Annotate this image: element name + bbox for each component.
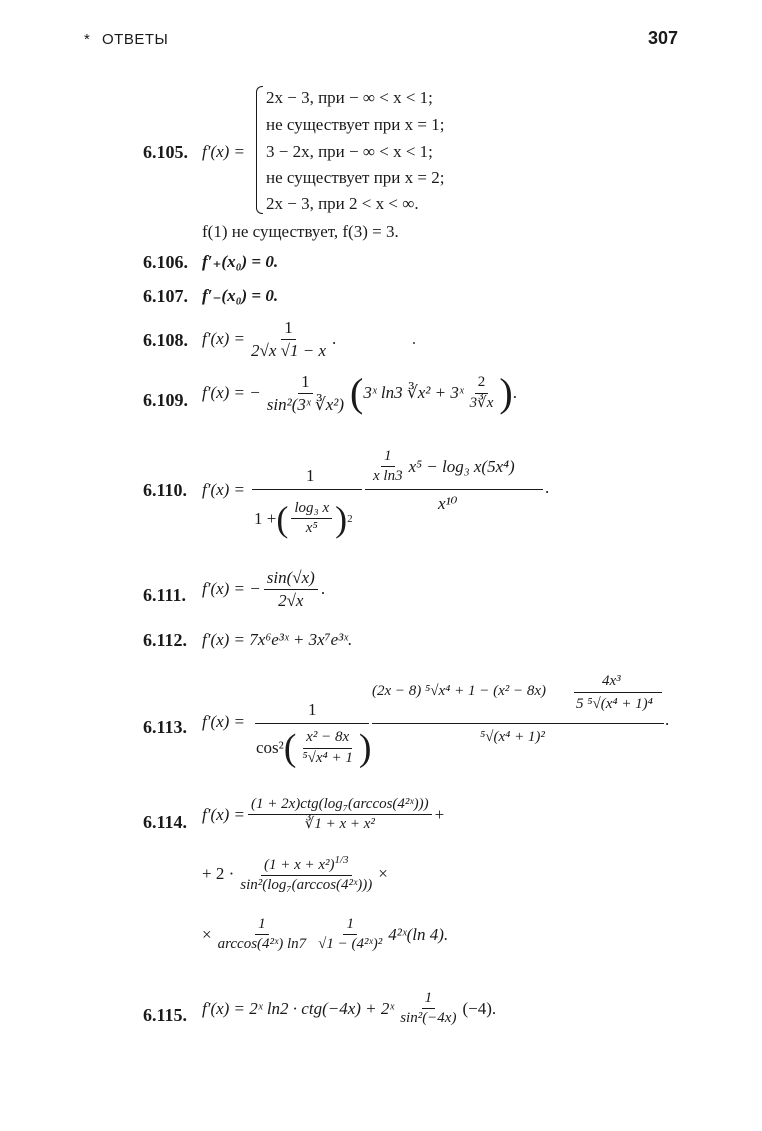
answer-number: 6.111. [143,585,187,605]
numerator: 1 [308,700,317,719]
plus-sign: + [434,804,445,824]
running-title: ОТВЕТЫ [102,31,169,48]
fraction [237,854,375,895]
numerator: $\frac{1}{\text{x ln3}}$ x⁵ − log₃ x(5x⁴) [367,448,515,486]
answer-lhs: f′(x) = 2ˣ ln2 · ctg(−4x) + 2ˣ [202,998,395,1018]
numerator-frac-den: 5 ⁵√(x⁴ + 1)⁴ [576,696,653,712]
fraction: $\frac{\text{log₃ x}}{\text{x⁵}}$ [291,500,332,538]
numerator-frac-num: 4x³ [602,673,621,689]
numerator: 1 [306,466,315,485]
answer-lhs: f′(x) = [202,712,246,731]
answer-number: 6.115. [143,1005,188,1025]
term-head: + 2 · [202,864,235,884]
numerator: (1 + 2x)ctg(log₇(arccos(4²ˣ))) [248,796,432,815]
denominator: x¹⁰ [438,494,458,513]
speck [413,342,415,344]
answer-lhs: f′(x) = [202,329,246,349]
denominator: cos² ( $\frac{\text{x² − 8x}}{\text{⁵√x⁴ + 1}}$ ) [256,727,372,769]
left-paren: ( [350,370,364,416]
fraction-bar [252,489,362,490]
term-tail: 4²ˣ(ln 4). [388,924,449,944]
period: . [665,710,670,729]
answer-lhs: f′(x) = [202,480,246,499]
case-line: 2x − 3, при − ∞ < x < 1; [266,88,433,107]
denominator: ⁵√(x⁴ + 1)² [480,729,545,745]
times-sign: × [378,864,388,884]
answer-number: 6.114. [143,812,188,832]
term: 3ˣ ln3 ∛x² + 3ˣ [363,383,464,403]
denominator: 2√x √1 − x [251,340,327,360]
answer-number: 6.106. [143,252,188,272]
numerator: 1 [255,916,269,935]
page-number: 307 [648,28,679,48]
answer-lhs: f′(x) = [202,142,246,161]
fraction [264,372,347,414]
case-line: не существует при x = 2; [266,168,445,187]
denominator: arccos(4²ˣ) ln7 [217,936,307,953]
fraction-bar [365,489,543,490]
answer-number: 6.113. [143,717,188,737]
fraction-bar [574,692,662,693]
fraction: $\frac{\text{x² − 8x}}{\text{⁵√x⁴ + 1}}$ [302,729,353,766]
right-paren: ) [499,370,513,416]
answer-number: 6.109. [143,390,188,410]
case-line: 3 − 2x, при − ∞ < x < 1; [266,142,433,161]
numerator: sin(√x) [264,568,318,590]
period: . [332,329,337,349]
answer-number: 6.110. [143,480,188,500]
header-star: * [84,31,91,48]
denominator: 3∛x [469,394,494,411]
denominator: sin²(log₇(arccos(4²ˣ))) [240,877,373,894]
case-brace [256,86,263,214]
denominator: 1 + ( $\frac{\text{log₃ x}}{\text{x⁵}}$ ) 2 [254,498,353,539]
fraction-bar [372,723,664,724]
fraction [264,568,318,610]
case-line: 2x − 3, при 2 < x < ∞. [266,194,419,213]
answer-lhs: f′(x) = − [202,579,261,599]
numerator-head: (2x − 8) ⁵√x⁴ + 1 − (x² − 8x) [372,683,547,699]
fraction [248,796,432,834]
denominator: sin²(3ˣ ∛x²) [266,394,345,414]
answer-lhs: f′(x) = [202,804,246,824]
fraction [215,916,310,954]
fraction [397,990,459,1028]
numerator: 1 [422,990,436,1009]
denominator: 2√x [278,590,304,610]
numerator: 1 [281,318,296,340]
denominator: √1 − (4²ˣ)² [318,936,383,953]
denominator: ∛1 + x + x² [304,816,375,833]
fraction [315,916,385,954]
answer-lhs: f′(x) = − [202,383,261,403]
term-tail: (−4). [462,998,497,1018]
times-sign: × [202,924,212,944]
denominator: sin²(−4x) [400,1010,457,1027]
answer-number: 6.108. [143,330,188,350]
answer-number: 6.112. [143,630,188,650]
answer-number: 6.107. [143,286,188,306]
answer-note: f(1) не существует, f(3) = 3. [202,222,399,241]
numerator: $(1 + x + x^2)^{1/3}$ [261,854,352,876]
answer-expression: f′(x) = 7x⁶e³ˣ + 3x⁷e³ˣ. [202,630,353,649]
fraction: $\frac{1}{\text{x ln3}}$ [373,448,403,485]
answer-expression: f′₋(x₀) = 0. [202,286,279,305]
fraction [248,318,329,360]
fraction [467,374,497,412]
period: . [512,383,517,403]
period: . [545,478,550,497]
numerator: 1 [343,916,357,935]
period: . [320,579,326,599]
numerator: 1 [298,372,313,394]
case-line: не существует при x = 1; [266,115,445,134]
answer-number: 6.105. [143,142,188,162]
numerator: 2 [475,374,489,393]
answer-expression: f′₊(x₀) = 0. [202,252,279,271]
fraction-bar [255,723,369,724]
